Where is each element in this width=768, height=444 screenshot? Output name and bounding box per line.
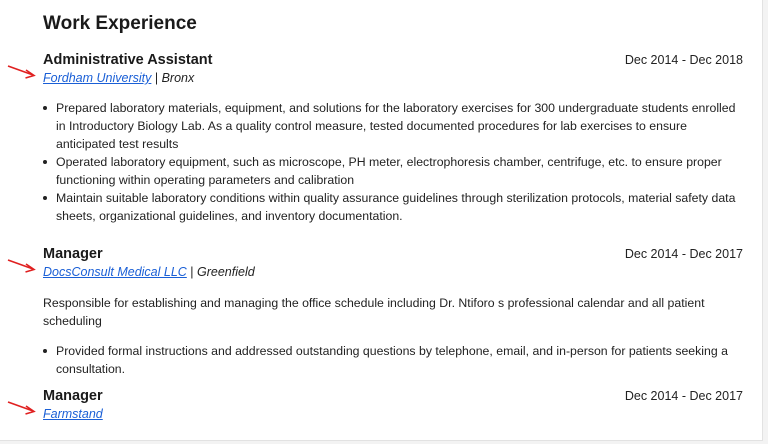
job-title: Manager	[43, 246, 103, 262]
organization-line	[43, 263, 743, 281]
section-title: Work Experience	[43, 13, 197, 34]
list-item: Prepared laboratory materials, equipment, and solutions for the laboratory exercises for 300 undergraduate students enrolled in Introductory Biology Lab. As a quality control measure, tested documented procedures for lab exercises to ensure anticipated test results	[56, 99, 743, 153]
separator: |	[186, 265, 198, 279]
organization-line	[43, 69, 743, 87]
organization-link[interactable]: Farmstand	[43, 407, 103, 421]
job-dates: Dec 2014 - Dec 2018	[624, 53, 743, 67]
location: Bronx	[161, 71, 195, 85]
job-dates: Dec 2014 - Dec 2017	[624, 247, 743, 261]
list-item: Provided formal instructions and addressed outstanding questions by telephone, email, and in-person for patients seeking a consultation.	[56, 342, 743, 378]
red-arrow-icon	[6, 258, 36, 274]
organization-line	[43, 405, 743, 423]
location: Greenfield	[197, 265, 255, 279]
job-entry	[43, 387, 743, 423]
list-item: Maintain suitable laboratory conditions within quality assurance guidelines through sterilization protocols, material safety data sheets, organizational guidelines, and inventory documentation.	[56, 189, 743, 225]
job-title: Manager	[43, 388, 103, 404]
job-entry	[43, 51, 743, 225]
organization-link[interactable]: Fordham University	[43, 71, 152, 85]
bullet-list	[43, 342, 743, 378]
organization-link[interactable]: DocsConsult Medical LLC	[43, 265, 187, 279]
list-item: Operated laboratory equipment, such as microscope, PH meter, electrophoresis chamber, centrifuge, etc. to ensure proper functioning within operating parameters and calibration	[56, 153, 743, 189]
job-entry	[43, 245, 743, 378]
red-arrow-icon	[6, 64, 36, 80]
bullet-list	[43, 99, 743, 225]
job-dates: Dec 2014 - Dec 2017	[624, 389, 743, 403]
separator: |	[151, 71, 162, 85]
job-description: Responsible for establishing and managing the office schedule including Dr. Ntiforo s professional calendar and all patient scheduling	[43, 296, 705, 328]
job-title: Administrative Assistant	[43, 52, 213, 68]
red-arrow-icon	[6, 400, 36, 416]
